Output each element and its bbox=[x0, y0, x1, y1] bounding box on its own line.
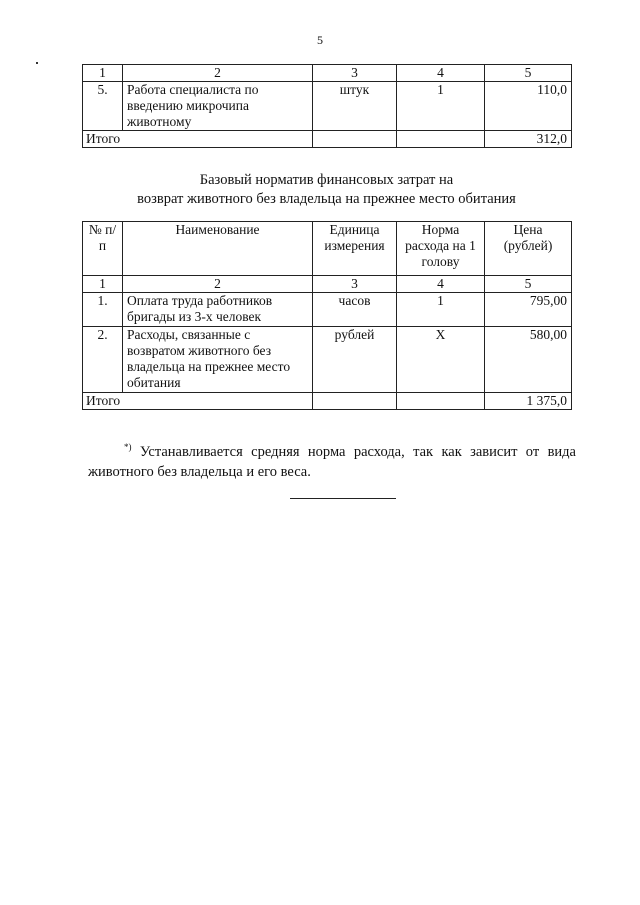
row-name: Расходы, связанные с возвратом животного без владельца на прежнее место обитания bbox=[123, 327, 313, 393]
footnote bbox=[88, 437, 576, 482]
total-value: 312,0 bbox=[485, 131, 572, 148]
empty-cell bbox=[313, 131, 397, 148]
row-number: 1. bbox=[83, 293, 123, 327]
column-number: 3 bbox=[313, 276, 397, 293]
table-row bbox=[83, 327, 572, 393]
header-unit: Единица измерения bbox=[313, 222, 397, 276]
row-unit: рублей bbox=[313, 327, 397, 393]
row-price: 110,0 bbox=[485, 82, 572, 131]
section-title-line-1: Базовый норматив финансовых затрат на bbox=[199, 172, 454, 188]
row-number: 5. bbox=[83, 82, 123, 131]
total-label: Итого bbox=[83, 393, 313, 410]
footnote-text: Устанавливается средняя норма расхода, так как зависит от вида животного без владельца и его веса. bbox=[88, 443, 576, 480]
column-number: 5 bbox=[485, 65, 572, 82]
row-price: 795,00 bbox=[485, 293, 572, 327]
column-number: 1 bbox=[83, 276, 123, 293]
header-name: Наименование bbox=[123, 222, 313, 276]
column-number: 2 bbox=[123, 276, 313, 293]
scan-speck bbox=[36, 62, 38, 64]
table-row bbox=[83, 293, 572, 327]
table-row bbox=[83, 82, 572, 131]
total-row bbox=[83, 131, 572, 148]
footnote-mark: *) bbox=[124, 442, 132, 452]
column-number: 4 bbox=[397, 65, 485, 82]
column-number: 3 bbox=[313, 65, 397, 82]
header-norm: Норма расхода на 1 голову bbox=[397, 222, 485, 276]
row-unit: часов bbox=[313, 293, 397, 327]
row-price: 580,00 bbox=[485, 327, 572, 393]
total-label: Итого bbox=[83, 131, 313, 148]
empty-cell bbox=[397, 131, 485, 148]
section-title-line-2: возврат животного без владельца на прежнее место обитания bbox=[137, 191, 516, 207]
row-number: 2. bbox=[83, 327, 123, 393]
header-row bbox=[83, 222, 572, 276]
row-norm: 1 bbox=[397, 82, 485, 131]
column-number: 1 bbox=[83, 65, 123, 82]
total-row bbox=[83, 393, 572, 410]
column-number: 5 bbox=[485, 276, 572, 293]
row-unit: штук bbox=[313, 82, 397, 131]
cost-table-continuation bbox=[82, 64, 572, 148]
empty-cell bbox=[397, 393, 485, 410]
closing-rule bbox=[290, 498, 396, 499]
row-name: Оплата труда работников бригады из 3-х человек bbox=[123, 293, 313, 327]
section-title bbox=[82, 171, 571, 209]
column-number-row bbox=[83, 276, 572, 293]
column-number: 2 bbox=[123, 65, 313, 82]
row-norm: Х bbox=[397, 327, 485, 393]
column-number-row bbox=[83, 65, 572, 82]
page-number: 5 bbox=[317, 33, 323, 47]
cost-table-main bbox=[82, 221, 572, 410]
header-price: Цена (рублей) bbox=[485, 222, 572, 276]
empty-cell bbox=[313, 393, 397, 410]
column-number: 4 bbox=[397, 276, 485, 293]
row-name: Работа специалиста по введению микрочипа животному bbox=[123, 82, 313, 131]
header-num: № п/п bbox=[83, 222, 123, 276]
total-value: 1 375,0 bbox=[485, 393, 572, 410]
row-norm: 1 bbox=[397, 293, 485, 327]
